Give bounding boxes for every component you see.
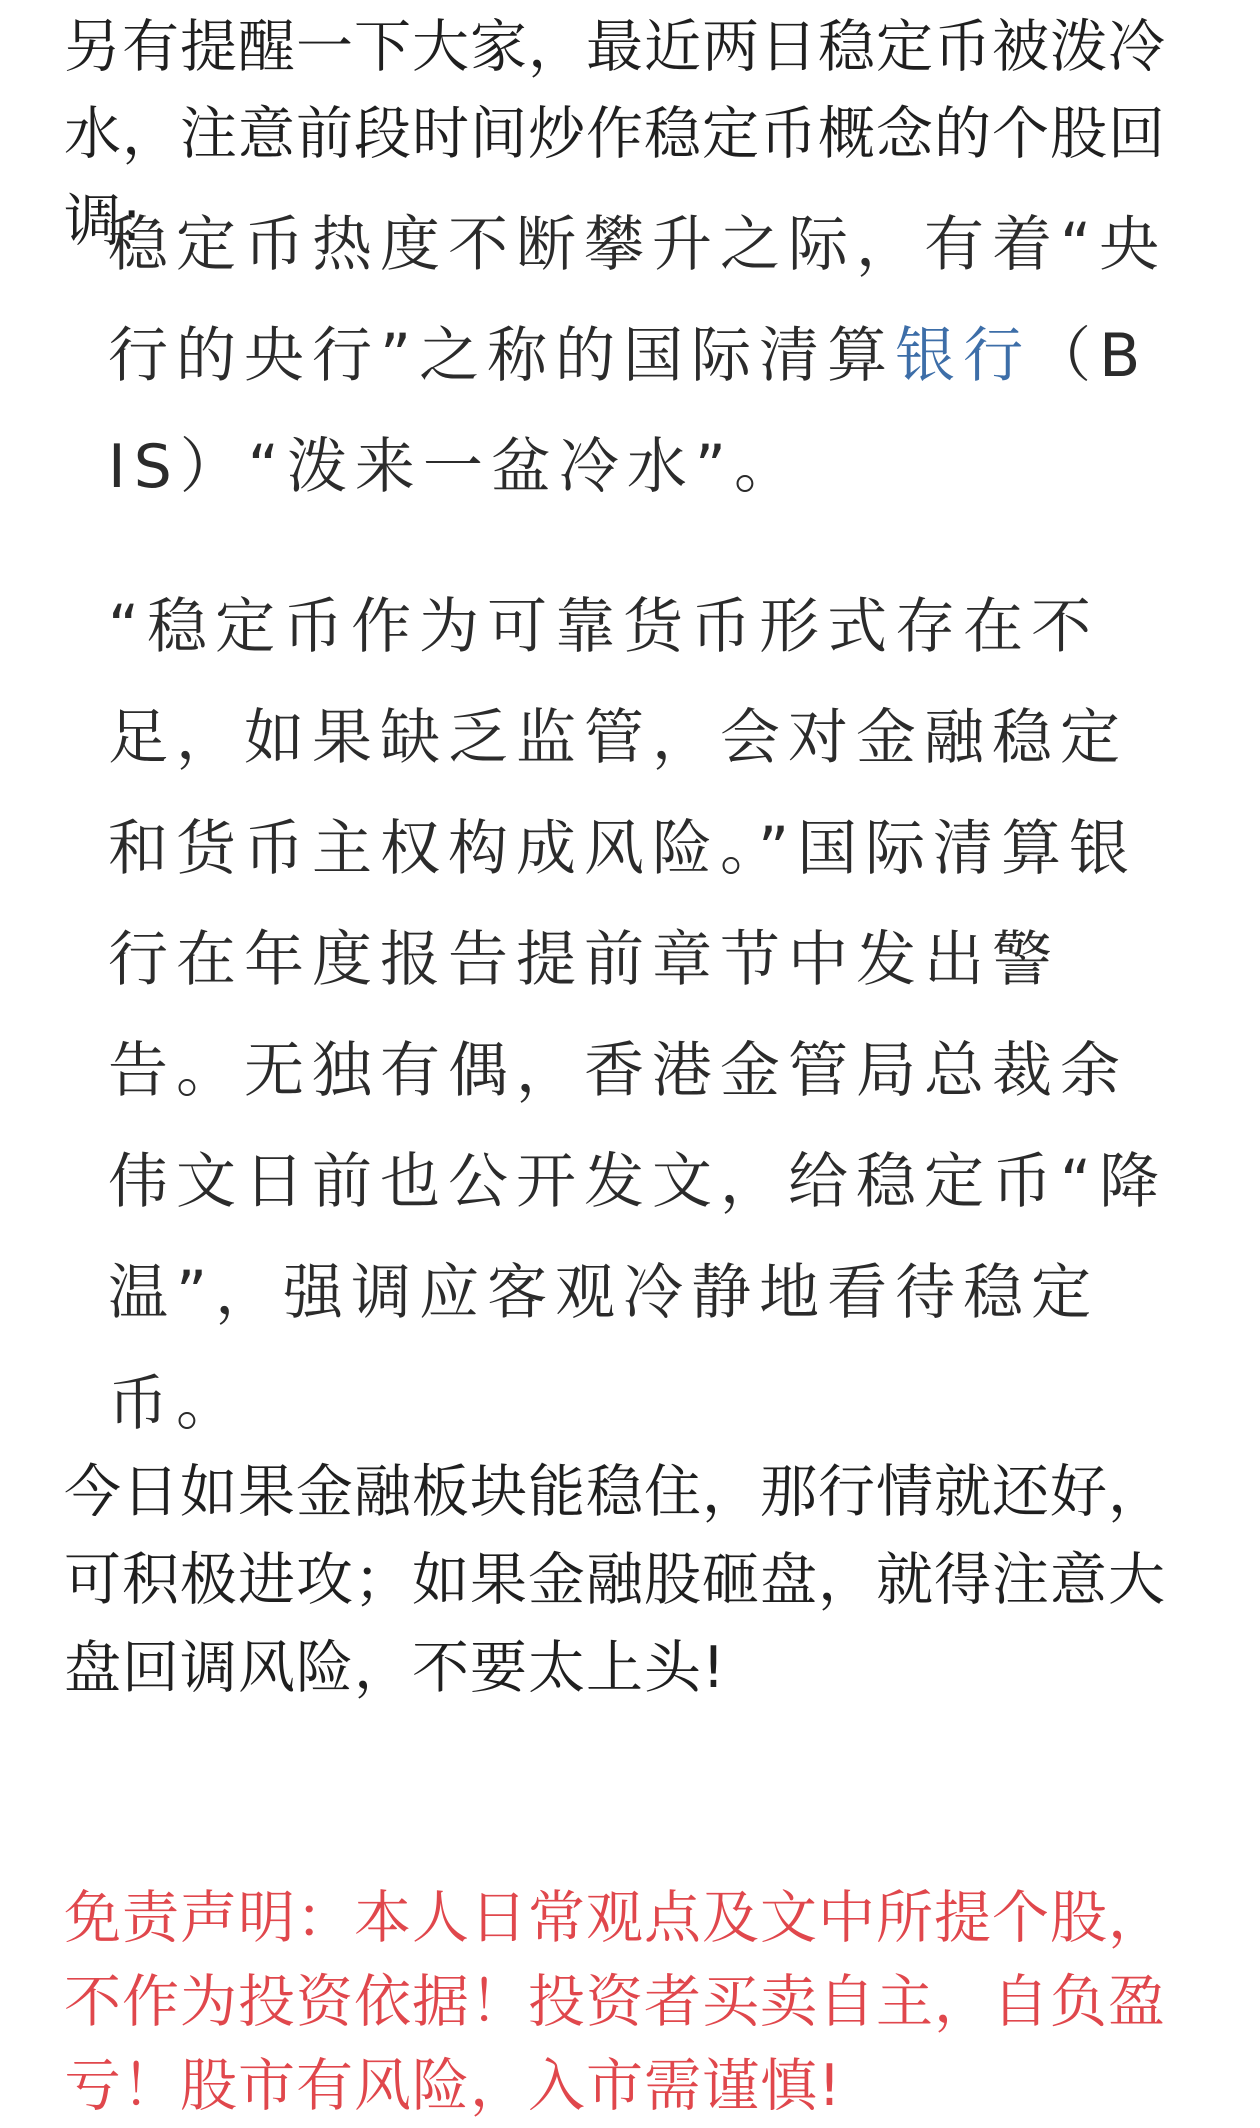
quote-paragraph-warning: “稳定币作为可靠货币形式存在不足，如果缺乏监管，会对金融稳定和货币主权构成风险。”国际清算银行在年度报告提前章节中发出警告。无独有偶，香港金管局总裁余伟文日前也公开发文，给稳定币“降温”，强调应客观冷静地看待稳定币。 bbox=[108, 592, 1168, 1439]
intro-paragraph: 另有提醒一下大家，最近两日稳定币被泼冷水，注意前段时间炒作稳定币概念的个股回调: bbox=[64, 14, 1166, 254]
bank-link[interactable]: 银行 bbox=[895, 321, 1032, 391]
quote-text-after-link: （BIS）“泼来一盆冷水”。 bbox=[108, 321, 1149, 502]
advice-paragraph: 今日如果金融板块能稳住，那行情就还好，可积极进攻；如果金融股砸盘，就得注意大盘回调风险，不要太上头! bbox=[64, 1459, 1166, 1701]
disclaimer-paragraph: 免责声明：本人日常观点及文中所提个股，不作为投资依据！投资者买卖自主，自负盈亏！股市有风险，入市需谨慎! bbox=[64, 1885, 1166, 2119]
quote-text-before-link: 稳定币热度不断攀升之际，有着“央行的央行”之称的国际清算 bbox=[108, 210, 1168, 391]
quote-paragraph-bis bbox=[108, 190, 1168, 523]
